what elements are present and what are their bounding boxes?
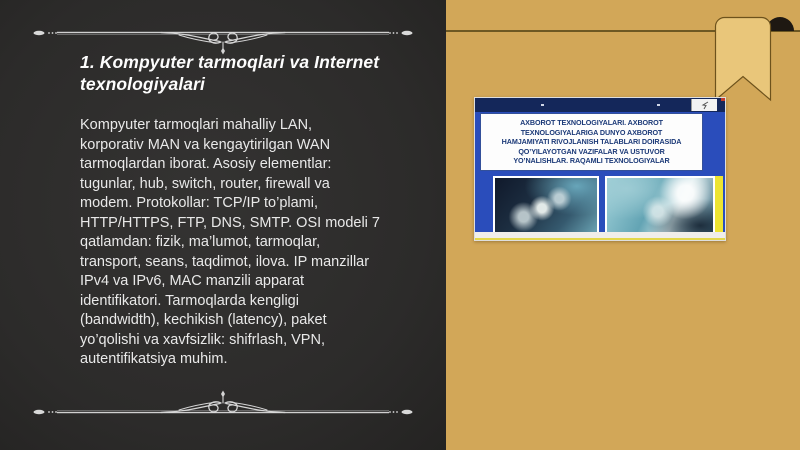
body-line: tugunlar, hub, switch, router, firewall va [80,175,330,192]
titlebar-dot [541,104,544,106]
window-button [691,99,717,111]
body-line: identifikatori. Tarmoqlarda kengligi [80,292,299,309]
body-line: autentifikatsiya muhim. [80,351,228,367]
body-line: qatlamdan: fizik, ma’lumot, tarmoqlar, [80,234,321,250]
body-line: transport, seans, taqdimot, ilova. IP manzillar [80,253,370,270]
slide-title: 1. Kompyuter tarmoqlari va Internet texnologiyalari [80,52,380,94]
bookmark-ribbon-icon [714,16,772,102]
cursor-icon [700,101,710,110]
body-line: (bandwidth), kechikish (latency), paket [80,312,327,328]
embed-caption [480,113,703,171]
embed-bottom-strip [475,232,725,240]
embedded-slide-image [474,97,726,241]
caption-line: AXBOROT TEXNOLOGIYALARI. AXBOROT [520,118,663,127]
image-panel [446,0,800,450]
caption-line: HAMJAMIYATI RIVOJLANISH TALABLARI DOIRASIDA [501,137,682,147]
caption-line: TEXNOLOGIYALARIGA DUNYO AXBOROT [520,127,663,137]
embed-photo-row [493,176,715,234]
body-line: HTTP/HTTPS, FTP, DNS, SMTP. OSI modeli 7 [80,214,380,231]
caption-line: YO’NALISHLAR. RAQAMLI TEXNOLOGIYALAR [513,156,670,166]
body-line: IPv4 va IPv6, MAC manzili apparat [80,273,305,289]
ornamental-divider-bottom-icon [33,386,413,420]
body-line: modem. Protokollar: TCP/IP to’plami, [80,195,318,211]
body-line: yo’qolishi va xavfsizlik: shifrlash, VPN, [80,331,325,348]
embed-titlebar [475,98,725,112]
body-line: tarmoqlardan iborat. Asosiy elementlar: [80,156,332,172]
corner-mark [721,98,725,101]
slide-body [80,116,440,370]
caption-line: QO’YILAYOTGAN VAZIFALAR VA USTUVOR [518,146,665,156]
accent-stripe [715,176,723,234]
photo-laptop-hands [605,176,715,234]
photo-robotics [493,176,599,234]
body-line: korporativ MAN va kengaytirilgan WAN [80,136,331,153]
titlebar-dot [657,104,660,106]
body-line: Kompyuter tarmoqlari mahalliy LAN, [80,117,313,133]
